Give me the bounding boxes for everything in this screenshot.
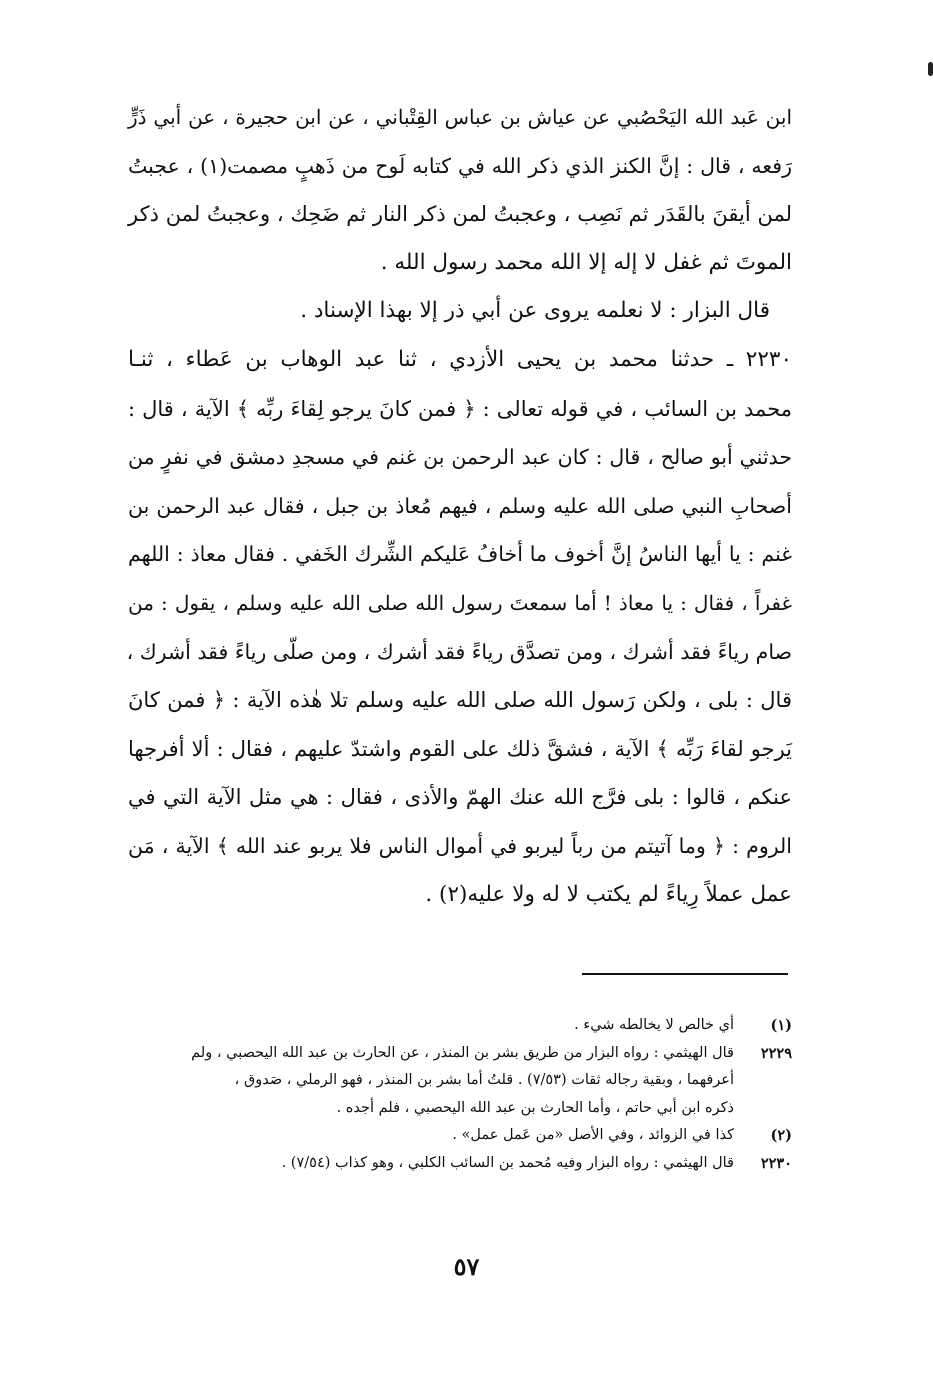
footnotes: [128, 1012, 792, 1178]
main-text: [128, 93, 792, 919]
text-line: الموتَ ثم غفل لا إله إلا الله محمد رسول الله .: [380, 249, 792, 275]
text-line: يَرجو لقاءَ رَبِّه ﴾ الآية ، فشقَّ ذلك على القوم واشتدّ عليهم ، فقال : ألا أفرجها: [128, 736, 792, 761]
text-line: لمن أيقنَ بالقَدَر ثم نَصِب ، وعجبتُ لمن ذكر النار ثم ضَحِك ، وعجبتُ لمن ذكر: [128, 202, 792, 227]
footnote-line: أعرفهما ، وبقية رجاله ثقات (٧/٥٣) . قلتُ أما بشر بن المنذر ، فهو الرملي ، صَدوق ،: [234, 1072, 734, 1089]
footnote-item: [128, 1012, 792, 1040]
footnote-text: [128, 1122, 734, 1150]
text-line: ابن عَبد الله اليَحْصُبي عن عياش بن عباس القِتْباني ، عن ابن حجيرة ، عن أبي ذَرٍّ: [128, 105, 792, 129]
footnote-label: ٢٢٣٠: [760, 1154, 792, 1172]
text-line: قال : بلى ، ولكن رَسول الله صلى الله عليه وسلم تلا هٰذه الآية : ﴿ فمن كانَ: [128, 688, 792, 713]
footnote-item: [128, 1040, 792, 1123]
text-line: محمد بن السائب ، في قوله تعالى : ﴿ فمن كانَ يرجو لِقاءَ ربِّه ﴾ الآية ، قال :: [128, 396, 792, 421]
footnote-label: ٢٢٢٩: [760, 1044, 792, 1062]
footnote-line: قال الهيثمي : رواه البزار من طريق بشر بن المنذر ، عن الحارث بن عبد الله اليحصبي ، ولم: [191, 1044, 734, 1061]
text-line: حدثني أبو صالح ، قال : كان عبد الرحمن بن غنم في مسجدِ دمشق في نفرٍ من: [128, 445, 792, 470]
text-line: عنكم ، قالوا : بلى فرَّج الله عنك الهمّ والأذى ، فقال : هي مثل الآية التي في: [128, 785, 792, 810]
text-line: قال البزار : لا نعلمه يروى عن أبي ذر إلا بهذا الإسناد .: [300, 298, 770, 324]
text-line: الروم : ﴿ وما آتيتم من رباً ليربو في أموال الناس فلا يربو عند الله ﴾ الآية ، مَن: [128, 833, 792, 858]
footnote-text: [128, 1040, 734, 1123]
text-line: رَفعه ، قال : إنَّ الكنز الذي ذكر الله في كتابه لَوح من ذَهبٍ مصمت(١) ، عجبتُ: [128, 153, 792, 178]
text-line: صام رياءً فقد أشرك ، ومن تصدَّق رياءً فقد أشرك ، ومن صلّى رياءً فقد أشرك ،: [126, 639, 792, 664]
footnote-separator: [582, 973, 788, 975]
text-line: غنم : يا أيها الناسُ إنَّ أخوف ما أخافُ عَليكم الشِّرك الخَفي . فقال معاذ : اللهم: [128, 542, 792, 567]
page-number: ٥٧: [453, 1252, 480, 1281]
text-line: عمل عملاً رِياءً لم يكتب لا له ولا عليه(٢) .: [425, 881, 792, 907]
text-line: أصحابِ النبي صلى الله عليه وسلم ، فيهم مُعاذ بن جبل ، فقال عبد الرحمن بن: [128, 493, 792, 518]
page-edge-mark: [928, 62, 933, 76]
footnote-label: (٢): [770, 1127, 792, 1145]
footnote-label: (١): [770, 1017, 792, 1034]
footnote-line: قال الهيثمي : رواه البزار وفيه مُحمد بن السائب الكلبي ، وهو كذاب (٧/٥٤) .: [281, 1154, 734, 1171]
footnote-line: ذكره ابن أبي حاتم ، وأما الحارث بن عبد الله اليحصبي ، فلم أجده .: [336, 1099, 734, 1116]
footnote-item: [128, 1122, 792, 1150]
footnote-text: [128, 1012, 734, 1040]
text-line: غفراً ، فقال : يا معاذ ! أما سمعتَ رسول الله صلى الله عليه وسلم ، يقول : من: [128, 590, 792, 615]
footnote-item: [128, 1150, 792, 1178]
footnote-line: كذا في الزوائد ، وفي الأصل «من عَمل عمل» .: [452, 1127, 734, 1144]
footnote-line: أي خالص لا يخالطه شيء .: [574, 1017, 734, 1033]
hadith-number-line: ٢٢٣٠ ـ حدثنا محمد بن يحيى الأزدي ، ثنا عبد الوهاب بن عَطاء ، ثنـا: [128, 346, 792, 372]
footnote-text: [128, 1150, 734, 1178]
